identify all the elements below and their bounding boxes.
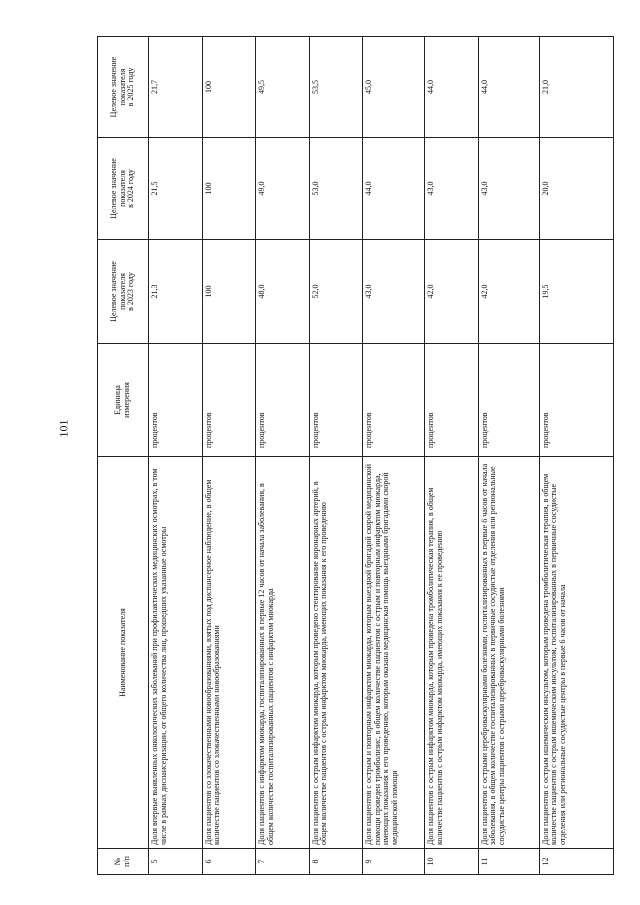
- table-row: [309, 37, 363, 875]
- row-value-2023: 48,0: [256, 240, 310, 344]
- row-num: 6: [202, 849, 256, 875]
- row-value-2023: 42,0: [478, 240, 539, 344]
- row-value-2025: 100: [202, 37, 256, 138]
- table-header-row: [98, 37, 149, 875]
- row-value-2023: 19,5: [539, 240, 613, 344]
- row-name: Доля пациентов с острыми цереброваскулярными болезнями, госпитализированных в первые 6 часов от начала заболевания, в общем количестве госпитализированных в первичные сосудистые отделения или региональные сосудистые центры пациентов с острыми цереброваскулярными болезнями: [478, 457, 539, 849]
- table-row: [256, 37, 310, 875]
- header-name: Наименование показателя: [98, 457, 149, 849]
- row-value-2024: 44,0: [363, 138, 425, 240]
- table-row: [363, 37, 425, 875]
- row-value-2023: 21,3: [149, 240, 203, 344]
- row-value-2025: 21,0: [539, 37, 613, 138]
- row-unit: процентов: [363, 344, 425, 457]
- row-value-2025: 49,5: [256, 37, 310, 138]
- row-name: Доля пациентов с инфарктом миокарда, госпитализированных в первые 12 часов от начала заболевания, в общем количестве госпитализированных пациентов с инфарктом миокарда: [256, 457, 310, 849]
- row-value-2025: 45,0: [363, 37, 425, 138]
- row-name: Доля пациентов с острым инфарктом миокарда, которым проведена тромболитическая терапия, в общем количестве пациентов с острым инфарктом миокарда, имеющих показания к ее проведению: [425, 457, 479, 849]
- row-value-2025: 44,0: [478, 37, 539, 138]
- table-row: [539, 37, 613, 875]
- row-name: Доля пациентов со злокачественными новообразованиями, взятых под диспансерное наблюдение, в общем количестве пациентов со злокачественными новообразованиями: [202, 457, 256, 849]
- row-value-2025: 21,7: [149, 37, 203, 138]
- row-num: 9: [363, 849, 425, 875]
- table-row: [478, 37, 539, 875]
- row-value-2023: 52,0: [309, 240, 363, 344]
- row-name: Доля впервые выявленных онкологических заболеваний при профилактических медицинских осмотрах, в том числе в рамках диспансеризации, от общего количества лиц, прошедших указанные осмотры: [149, 457, 203, 849]
- header-2025: Целевое значение показателя в 2025 году: [98, 37, 149, 138]
- row-unit: процентов: [425, 344, 479, 457]
- header-2024: Целевое значение показателя в 2024 году: [98, 138, 149, 240]
- row-unit: процентов: [309, 344, 363, 457]
- row-value-2024: 43,0: [425, 138, 479, 240]
- row-num: 5: [149, 849, 203, 875]
- row-value-2024: 21,5: [149, 138, 203, 240]
- row-unit: процентов: [478, 344, 539, 457]
- row-num: 7: [256, 849, 310, 875]
- indicators-table: [97, 36, 614, 875]
- rotated-table-container: [97, 37, 614, 875]
- row-name: Доля пациентов с острым ишемическим инсультом, которым проведена тромболитическая терапия, в общем количестве пациентов с острым ишемическим инсультом, госпитализированных в первичные сосудистые отделения или региональные сосудистые центры в первые 6 часов от начала: [539, 457, 613, 849]
- row-value-2025: 53,5: [309, 37, 363, 138]
- table-row: [202, 37, 256, 875]
- row-unit: процентов: [149, 344, 203, 457]
- row-num: 12: [539, 849, 613, 875]
- row-value-2024: 20,0: [539, 138, 613, 240]
- row-num: 11: [478, 849, 539, 875]
- row-value-2025: 44,0: [425, 37, 479, 138]
- row-value-2023: 42,0: [425, 240, 479, 344]
- row-name: Доля пациентов с острым и повторным инфарктом миокарда, которым выездной бригадой скорой медицинской помощи проведен тромболизис, в общем количестве пациентов с острым и повторным инфарктом миокарда, имеющих показания к его проведению, которым оказана медицинская помощь выездными бригадами скорой медицинской помощи: [363, 457, 425, 849]
- row-value-2023: 43,0: [363, 240, 425, 344]
- row-value-2024: 49,0: [256, 138, 310, 240]
- row-name: Доля пациентов с острым инфарктом миокарда, которым проведено стентирование коронарных артерий, в общем количестве пациентов с острым инфарктом миокарда, имеющих показания к его проведению: [309, 457, 363, 849]
- row-unit: процентов: [539, 344, 613, 457]
- table-row: [425, 37, 479, 875]
- row-value-2024: 43,0: [478, 138, 539, 240]
- header-num: № п/п: [98, 849, 149, 875]
- header-unit: Единица измерения: [98, 344, 149, 457]
- row-value-2023: 100: [202, 240, 256, 344]
- row-value-2024: 53,0: [309, 138, 363, 240]
- header-2023: Целевое значение показателя в 2023 году: [98, 240, 149, 344]
- page-number: 101: [56, 419, 71, 438]
- row-unit: процентов: [202, 344, 256, 457]
- row-value-2024: 100: [202, 138, 256, 240]
- row-num: 8: [309, 849, 363, 875]
- row-unit: процентов: [256, 344, 310, 457]
- row-num: 10: [425, 849, 479, 875]
- table-row: [149, 37, 203, 875]
